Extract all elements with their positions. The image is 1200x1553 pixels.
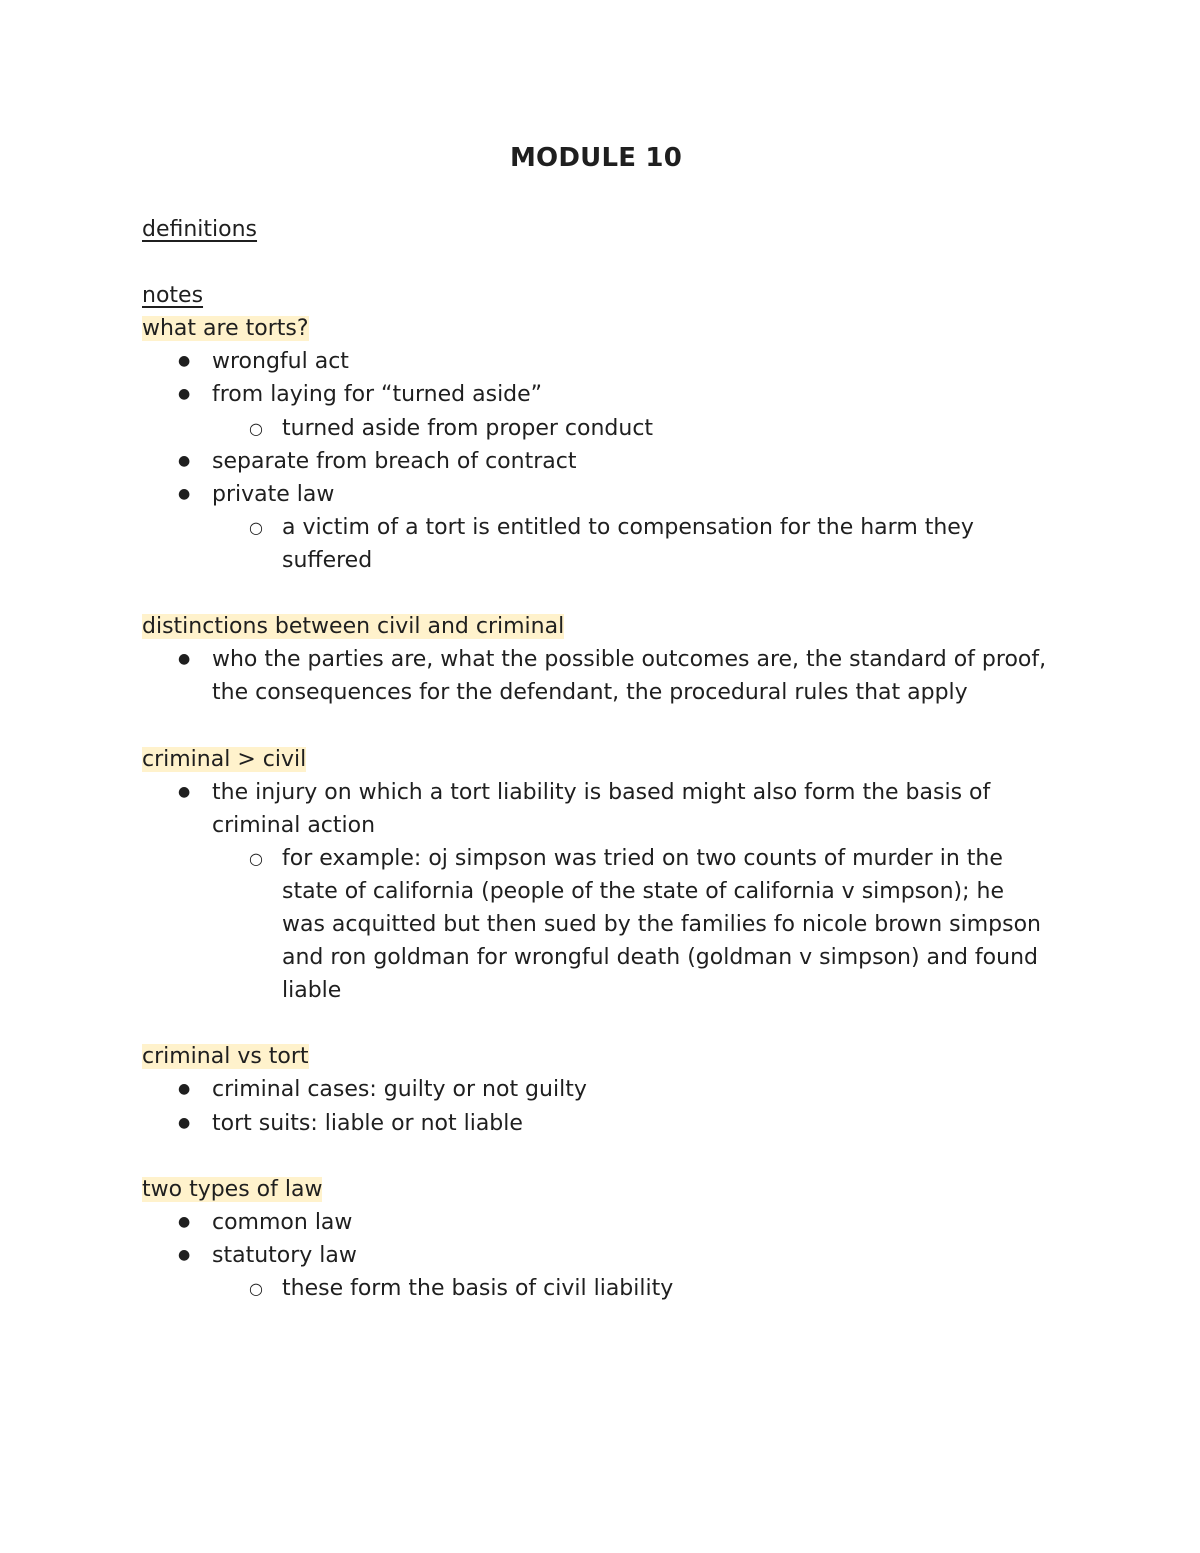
document-title: MODULE 10 bbox=[509, 143, 683, 173]
list-item: ● criminal cases: guilty or not guilty bbox=[142, 1073, 1050, 1106]
section-heading-law-types: two types of law bbox=[142, 1176, 323, 1202]
law-types-list bbox=[142, 1206, 1050, 1305]
list-item: ● private law bbox=[142, 478, 1050, 511]
criminal-civil-list bbox=[142, 776, 1050, 1008]
list-item: ○ turned aside from proper conduct bbox=[142, 412, 1050, 445]
bullet-disc-icon bbox=[178, 1206, 190, 1239]
list-item: ● the injury on which a tort liability is based might also form the basis of criminal action bbox=[142, 776, 1050, 842]
list-item: ○ these form the basis of civil liability bbox=[142, 1272, 1050, 1305]
bullet-disc-icon bbox=[178, 445, 190, 478]
list-item: ○ a victim of a tort is entitled to compensation for the harm they suffered bbox=[142, 511, 1050, 577]
spacer bbox=[142, 709, 1050, 742]
list-item: ● common law bbox=[142, 1206, 1050, 1239]
bullet-disc-icon bbox=[178, 643, 190, 676]
bullet-disc-icon bbox=[178, 1239, 190, 1272]
spacer bbox=[142, 246, 1050, 279]
distinctions-list bbox=[142, 643, 1050, 709]
bullet-disc-icon bbox=[178, 378, 190, 411]
bullet-disc-icon bbox=[178, 1107, 190, 1140]
torts-list bbox=[142, 345, 1050, 577]
list-item: ● tort suits: liable or not liable bbox=[142, 1107, 1050, 1140]
bullet-disc-icon bbox=[178, 1073, 190, 1106]
list-item: ● from laying for “turned aside” bbox=[142, 378, 1050, 411]
bullet-disc-icon bbox=[178, 776, 190, 809]
spacer bbox=[142, 577, 1050, 610]
notes-heading: notes bbox=[142, 283, 204, 309]
list-item: ● statutory law bbox=[142, 1239, 1050, 1272]
section-heading-distinctions: distinctions between civil and criminal bbox=[142, 614, 565, 640]
section-heading-criminal-civil: criminal > civil bbox=[142, 746, 307, 772]
list-item: ● who the parties are, what the possible outcomes are, the standard of proof, the consequences for the defendant, the procedural rules that apply bbox=[142, 643, 1050, 709]
bullet-circle-icon bbox=[249, 842, 263, 875]
criminal-tort-list bbox=[142, 1073, 1050, 1139]
bullet-circle-icon bbox=[249, 1272, 263, 1305]
bullet-disc-icon bbox=[178, 345, 190, 378]
section-heading-torts: what are torts? bbox=[142, 316, 309, 342]
list-item: ● wrongful act bbox=[142, 345, 1050, 378]
spacer bbox=[142, 1007, 1050, 1040]
bullet-disc-icon bbox=[178, 478, 190, 511]
definitions-heading: definitions bbox=[142, 217, 258, 242]
list-item: ● separate from breach of contract bbox=[142, 445, 1050, 478]
list-item: ○ for example: oj simpson was tried on two counts of murder in the state of california (people of the state of california v simpson); he was acquitted but then sued by the families fo nicole brown simpson and ron goldman for wrongful death (goldman v simpson) and found liable bbox=[142, 842, 1050, 1007]
spacer bbox=[142, 1140, 1050, 1173]
bullet-circle-icon bbox=[249, 511, 263, 544]
bullet-circle-icon bbox=[249, 412, 263, 445]
section-heading-criminal-tort: criminal vs tort bbox=[142, 1044, 309, 1070]
